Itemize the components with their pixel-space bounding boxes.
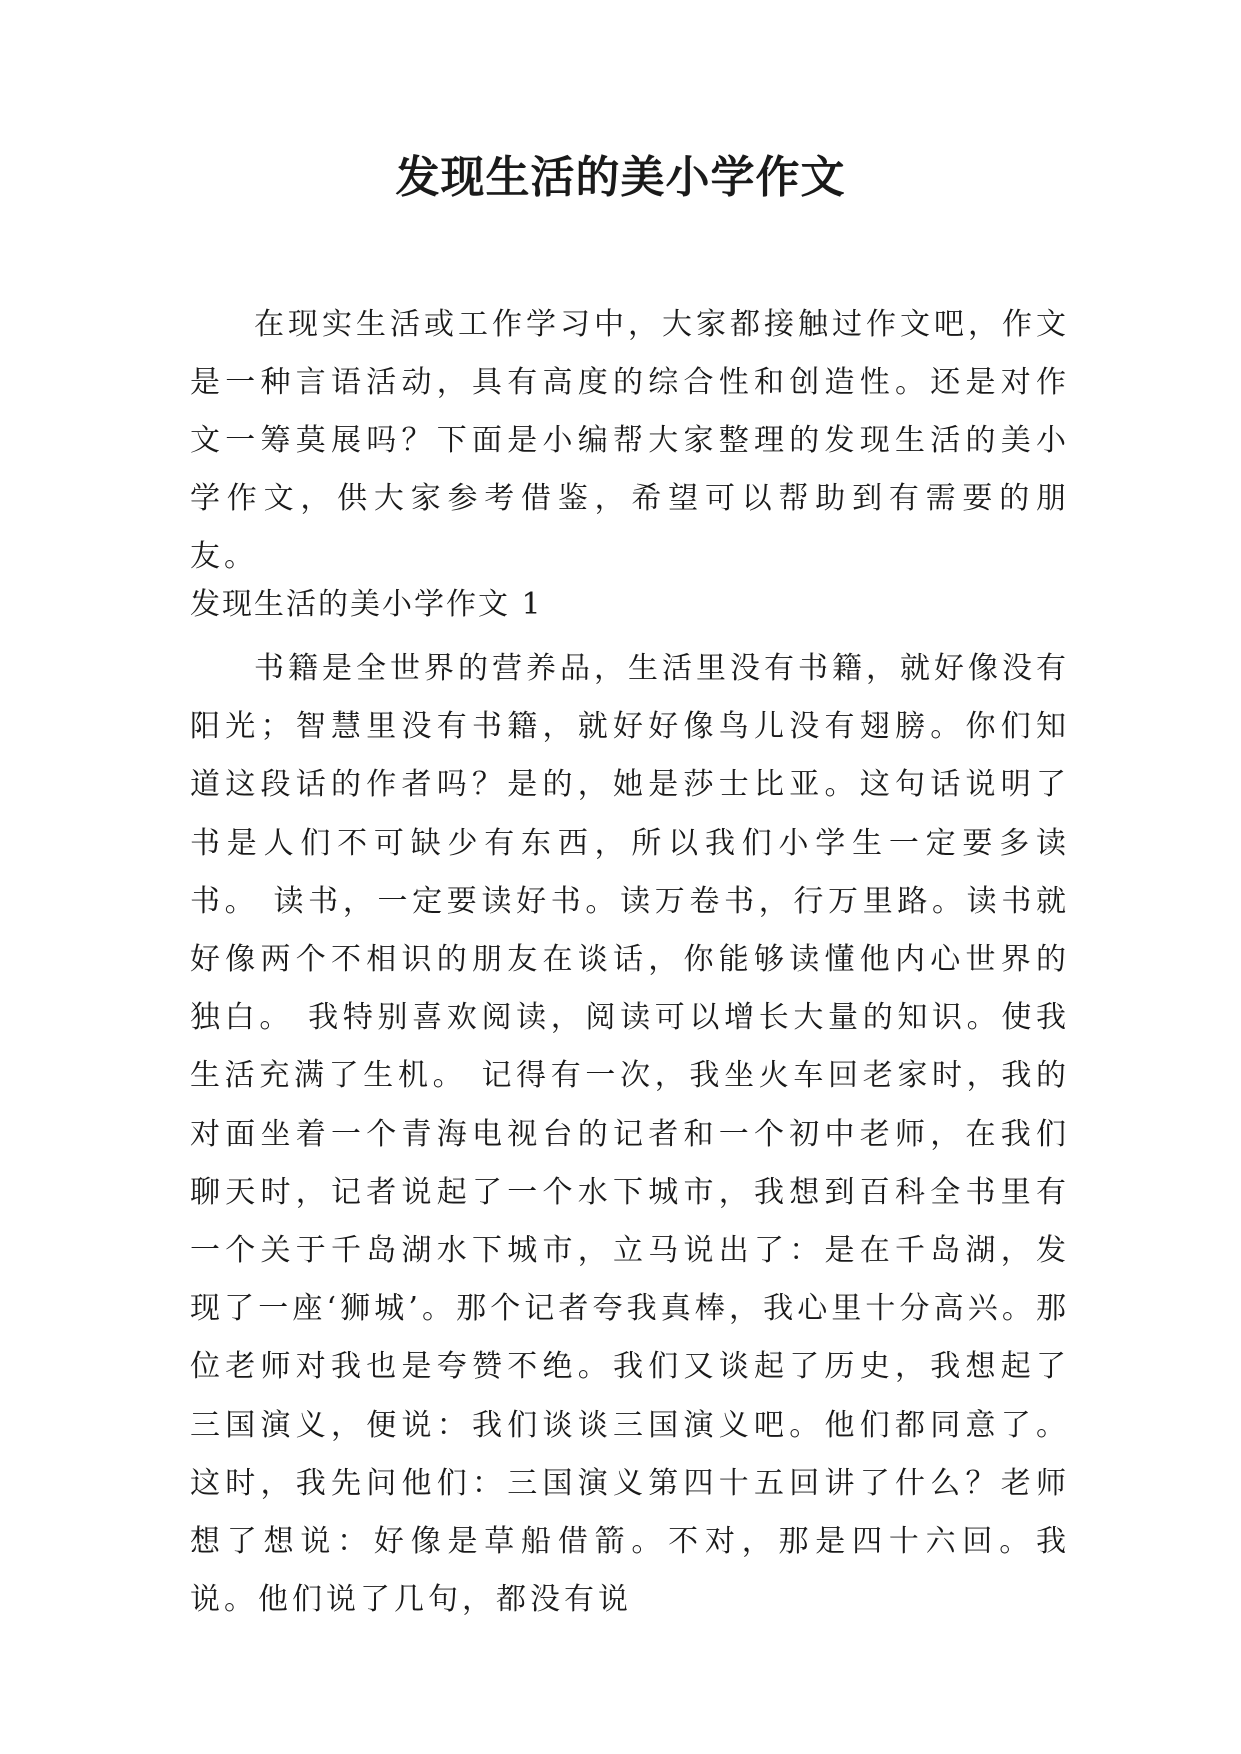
section-heading: 发现生活的美小学作文 1	[190, 587, 543, 622]
intro-paragraph: 在现实生活或工作学习中，大家都接触过作文吧，作文是一种言语活动，具有高度的综合性和创造性。还是对作文一筹莫展吗？下面是小编帮大家整理的发现生活的美小学作文，供大家参考借鉴，希望可以帮助到有需要的朋友。	[190, 307, 1070, 574]
document-title: 发现生活的美小学作文	[395, 152, 846, 203]
section-paragraph: 书籍是全世界的营养品，生活里没有书籍，就好像没有阳光；智慧里没有书籍，就好好像鸟儿没有翅膀。你们知道这段话的作者吗？是的，她是莎士比亚。这句话说明了书是人们不可缺少有东西，所以我们小学生一定要多读书。 读书，一定要读好书。读万卷书，行万里路。读书就好像两个不相识的朋友在谈话，你能够读懂他内心世界的独白。 我特别喜欢阅读，阅读可以增长大量的知识。使我生活充满了生机。 记得有一次，我坐火车回老家时，我的对面坐着一个青海电视台的记者和一个初中老师，在我们聊天时，记者说起了一个水下城市，我想到百科全书里有一个关于千岛湖水下城市，立马说出了：是在千岛湖，发现了一座‘狮城’。那个记者夸我真棒，我心里十分高兴。那位老师对我也是夸赞不绝。我们又谈起了历史，我想起了三国演义，便说：我们谈谈三国演义吧。他们都同意了。这时，我先问他们：三国演义第四十五回讲了什么？老师想了想说：好像是草船借箭。不对，那是四十六回。我说。他们说了几句，都没有说	[190, 651, 1070, 1618]
